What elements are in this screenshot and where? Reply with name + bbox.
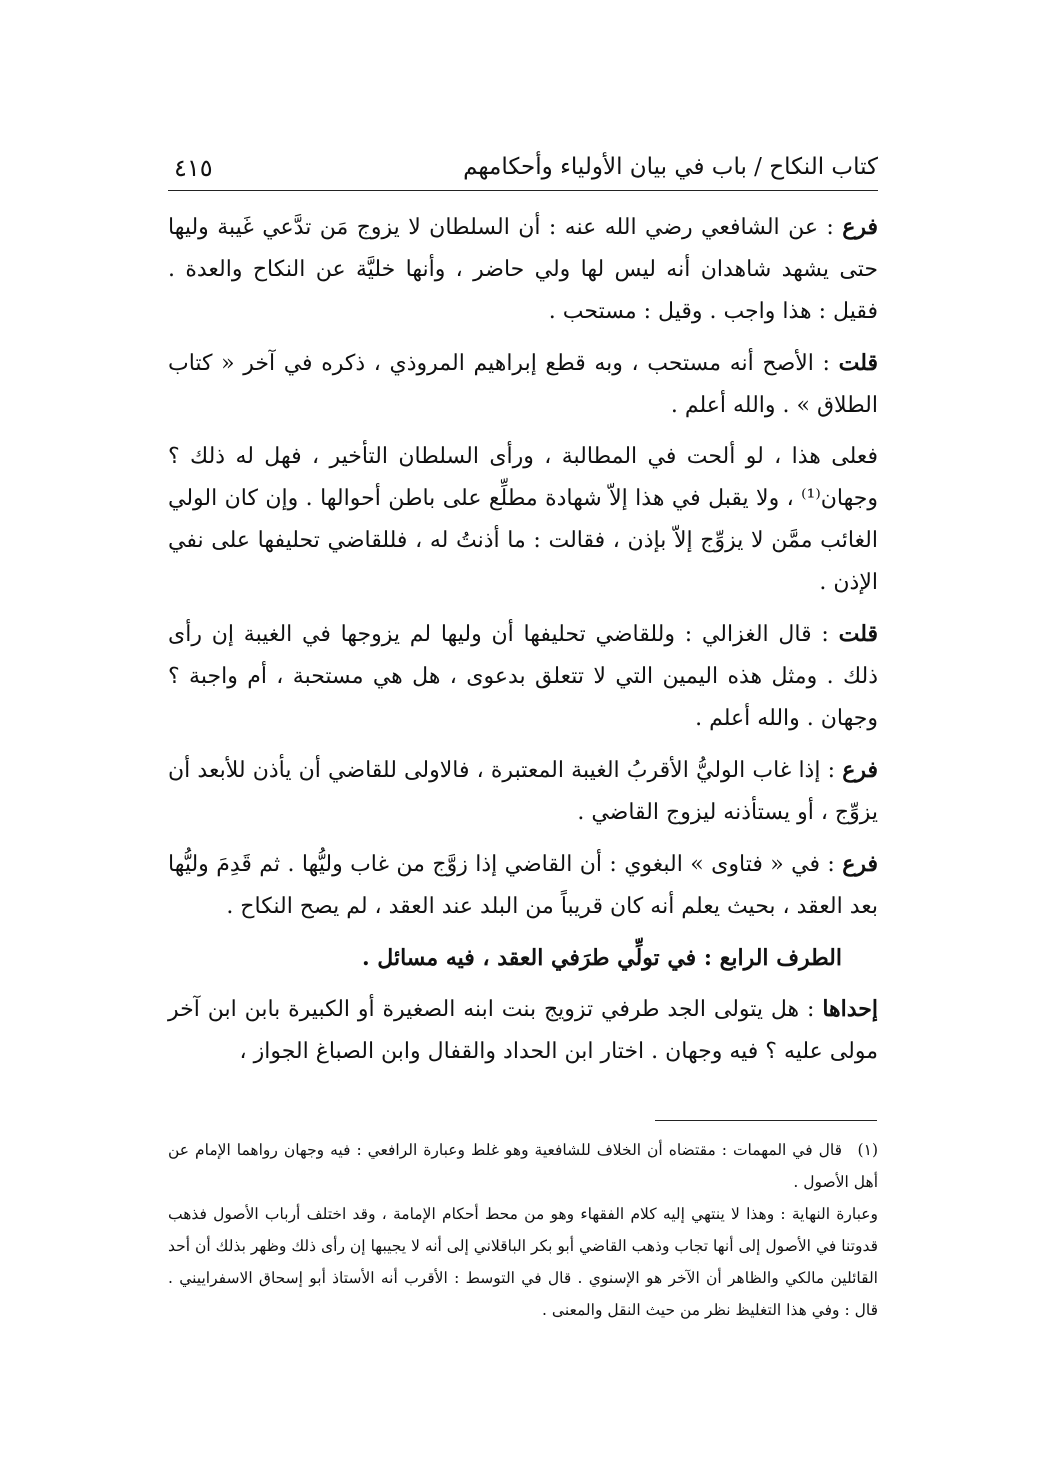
paragraph-lead: إحداها	[822, 996, 878, 1022]
footnote-text: قال في المهمات : مقتضاه أن الخلاف للشافعية وهو غلط وعبارة الرافعي : فيه وجهان رواهما الإمام عن أهل الأصول .	[168, 1141, 878, 1191]
paragraph-text: : إذا غاب الوليُّ الأقربُ الغيبة المعتبرة ، فالاولى للقاضي أن يأذن للأبعد أن يزوِّج ، أو يستأذنه ليزوج القاضي .	[168, 758, 878, 825]
footnote-divider	[655, 1120, 877, 1121]
footnote	[168, 1134, 878, 1198]
paragraph	[168, 988, 878, 1073]
paragraph	[168, 436, 878, 604]
paragraph-lead: قلت	[838, 621, 878, 647]
paragraph-lead: فرع	[842, 757, 878, 783]
footnote-continuation: وعبارة النهاية : وهذا لا ينتهي إليه كلام الفقهاء وهو من محط أحكام الإمامة ، وقد اختلف أرباب الأصول فذهب قدوتنا في الأصول إلى أنها تجاب وذهب القاضي أبو بكر الباقلاني إلى أنه لا يجيبها إن رأى ذلك وظهر بذلك أن أحد القائلين مالكي والظاهر أن الآخر هو الإسنوي . قال في التوسط : الأقرب أنه الأستاذ أبو إسحاق الاسفراييني . قال : وفي هذا التغليظ نظر من حيث النقل والمعنى .	[168, 1205, 878, 1319]
paragraph-lead: فرع	[842, 214, 878, 240]
paragraph-text: فعلى هذا ، لو ألحت في المطالبة ، ورأى السلطان التأخير ، فهل له ذلك ؟ وجهان⁽¹⁾ ، ولا يقبل في هذا إلاّ شهادة مطلِّع على باطن أحوالها . وإن كان الولي الغائب ممَّن لا يزوِّج إلاّ بإذن ، فقالت : ما أذنتُ له ، فللقاضي تحليفها على نفي الإذن .	[168, 444, 878, 595]
running-header	[168, 150, 878, 191]
main-text	[168, 206, 878, 1082]
paragraph-text: : قال الغزالي : وللقاضي تحليفها أن وليها لم يزوجها في الغيبة إن رأى ذلك . ومثل هذه اليمين التي لا تتعلق بدعوى ، هل هي مستحبة ، أم واجبة ؟ وجهان . والله أعلم .	[168, 622, 878, 731]
paragraph	[168, 342, 878, 427]
paragraph	[168, 613, 878, 740]
paragraph-text: : عن الشافعي رضي الله عنه : أن السلطان لا يزوج مَن تدَّعي غَيبة وليها حتى يشهد شاهدان أنه ليس لها ولي حاضر ، وأنها خليَّة عن النكاح والعدة . فقيل : هذا واجب . وقيل : مستحب .	[168, 215, 878, 324]
paragraph	[168, 749, 878, 834]
paragraph-text: : هل يتولى الجد طرفي تزويج بنت ابنه الصغيرة أو الكبيرة بابن ابن آخر مولى عليه ؟ فيه وجهان . اختار ابن الحداد والقفال وابن الصباغ الجواز ،	[168, 997, 878, 1064]
paragraph-lead: قلت	[838, 350, 878, 376]
footnotes	[168, 1134, 878, 1326]
paragraph-text: : في « فتاوى » البغوي : أن القاضي إذا زوَّج من غاب وليُّها . ثم قَدِمَ وليُّها بعد العقد ، بحيث يعلم أنه كان قريباً من البلد عند العقد ، لم يصح النكاح .	[168, 852, 878, 919]
paragraph-lead: فرع	[842, 851, 878, 877]
footnote-number: (١)	[857, 1141, 878, 1159]
paragraph	[168, 843, 878, 928]
paragraph	[168, 206, 878, 333]
section-heading: الطرف الرابع : في تولِّي طرَفي العقد ، فيه مسائل .	[361, 945, 842, 971]
running-title: كتاب النكاح / باب في بيان الأولياء وأحكامهم	[463, 154, 878, 180]
paragraph-text: : الأصح أنه مستحب ، وبه قطع إبراهيم المروذي ، ذكره في آخر « كتاب الطلاق » . والله أعلم .	[168, 351, 878, 418]
page-number: ٤١٥	[174, 154, 213, 182]
